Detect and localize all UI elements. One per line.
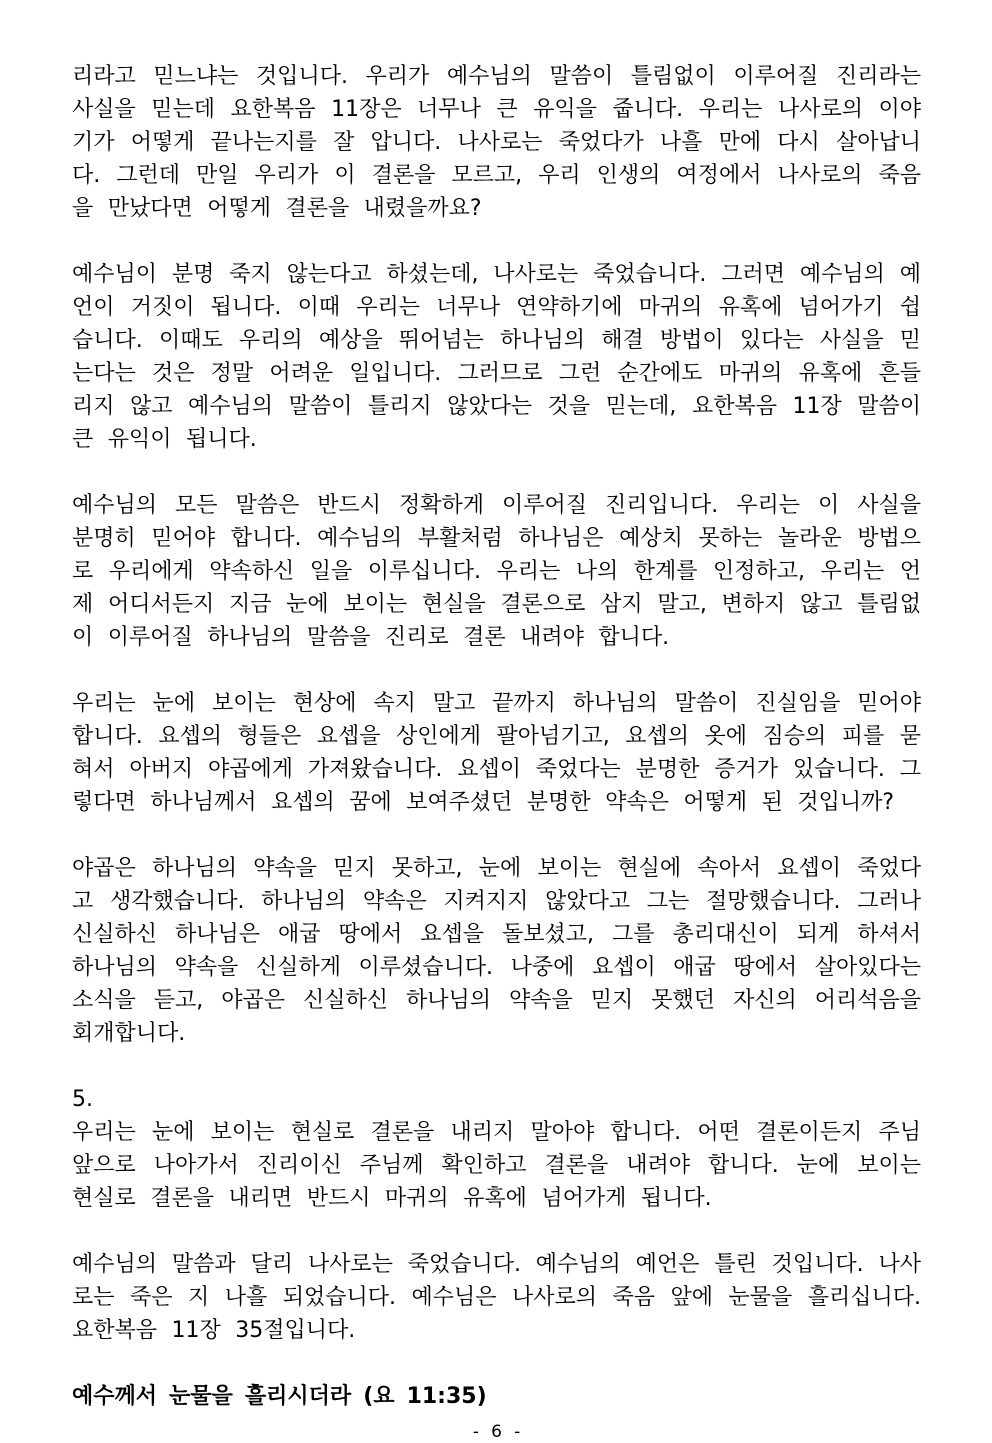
page-number: - 6 -: [472, 1422, 521, 1442]
body-paragraph-5: 야곱은 하나님의 약속을 믿지 못하고, 눈에 보이는 현실에 속아서 요셉이 죽었다고 생각했습니다. 하나님의 약속은 지켜지지 않았다고 그는 절망했습니다. 그러나 신실하신 하나님은 애굽 땅에서 요셉을 돌보셨고, 그를 총리대신이 되게 하셔서 하나님의 약속을 신실하게 이루셨습니다. 나중에 요셉이 애굽 땅에서 살아있다는 소식을 듣고, 야곱은 신실하신 하나님의 약속을 믿지 못했던 자신의 어리석음을 회개합니다.: [72, 856, 921, 1046]
body-paragraph-4: 우리는 눈에 보이는 현상에 속지 말고 끝까지 하나님의 말씀이 진실임을 믿어야 합니다. 요셉의 형들은 요셉을 상인에게 팔아넘기고, 요셉의 옷에 짐승의 피를 묻혀서 아버지 야곱에게 가져왔습니다. 요셉이 죽었다는 분명한 증거가 있습니다. 그렇다면 하나님께서 요셉의 꿈에 보여주셨던 분명한 약속은 어떻게 된 것입니까?: [72, 691, 921, 815]
body-paragraph-6: 우리는 눈에 보이는 현실로 결론을 내리지 말아야 합니다. 어떤 결론이든지 주님 앞으로 나아가서 진리이신 주님께 확인하고 결론을 내려야 합니다. 눈에 보이는 현실로 결론을 내리면 반드시 마귀의 유혹에 넘어가게 됩니다.: [72, 1120, 921, 1211]
body-paragraph-3: 예수님의 모든 말씀은 반드시 정확하게 이루어질 진리입니다. 우리는 이 사실을 분명히 믿어야 합니다. 예수님의 부활처럼 하나님은 예상치 못하는 놀라운 방법으로 우리에게 약속하신 일을 이루십니다. 우리는 나의 한계를 인정하고, 우리는 언제 어디서든지 지금 눈에 보이는 현실을 결론으로 삼지 말고, 변하지 않고 틀림없이 이루어질 하나님의 말씀을 진리로 결론 내려야 합니다.: [72, 493, 921, 650]
section-number: 5.: [72, 1087, 93, 1112]
body-paragraph-1: 리라고 믿느냐는 것입니다. 우리가 예수님의 말씀이 틀림없이 이루어질 진리라는 사실을 믿는데 요한복음 11장은 너무나 큰 유익을 줍니다. 우리는 나사로의 이야기가 어떻게 끝나는지를 잘 압니다. 나사로는 죽었다가 나흘 만에 다시 살아납니다. 그런데 만일 우리가 이 결론을 모르고, 우리 인생의 여정에서 나사로의 죽음을 만났다면 어떻게 결론을 내렸을까요?: [72, 64, 921, 221]
body-paragraph-2: 예수님이 분명 죽지 않는다고 하셨는데, 나사로는 죽었습니다. 그러면 예수님의 예언이 거짓이 됩니다. 이때 우리는 너무나 연약하기에 마귀의 유혹에 넘어가기 쉽습니다. 이때도 우리의 예상을 뛰어넘는 하나님의 해결 방법이 있다는 사실을 믿는다는 것은 정말 어려운 일입니다. 그러므로 그런 순간에도 마귀의 유혹에 흔들리지 않고 예수님의 말씀이 틀리지 않았다는 것을 믿는데, 요한복음 11장 말씀이 큰 유익이 됩니다.: [72, 262, 921, 452]
body-paragraph-7: 예수님의 말씀과 달리 나사로는 죽었습니다. 예수님의 예언은 틀린 것입니다. 나사로는 죽은 지 나흘 되었습니다. 예수님은 나사로의 죽음 앞에 눈물을 흘리십니다. 요한복음 11장 35절입니다.: [72, 1252, 921, 1343]
scripture-heading: 예수께서 눈물을 흘리시더라 (요 11:35): [72, 1384, 487, 1409]
